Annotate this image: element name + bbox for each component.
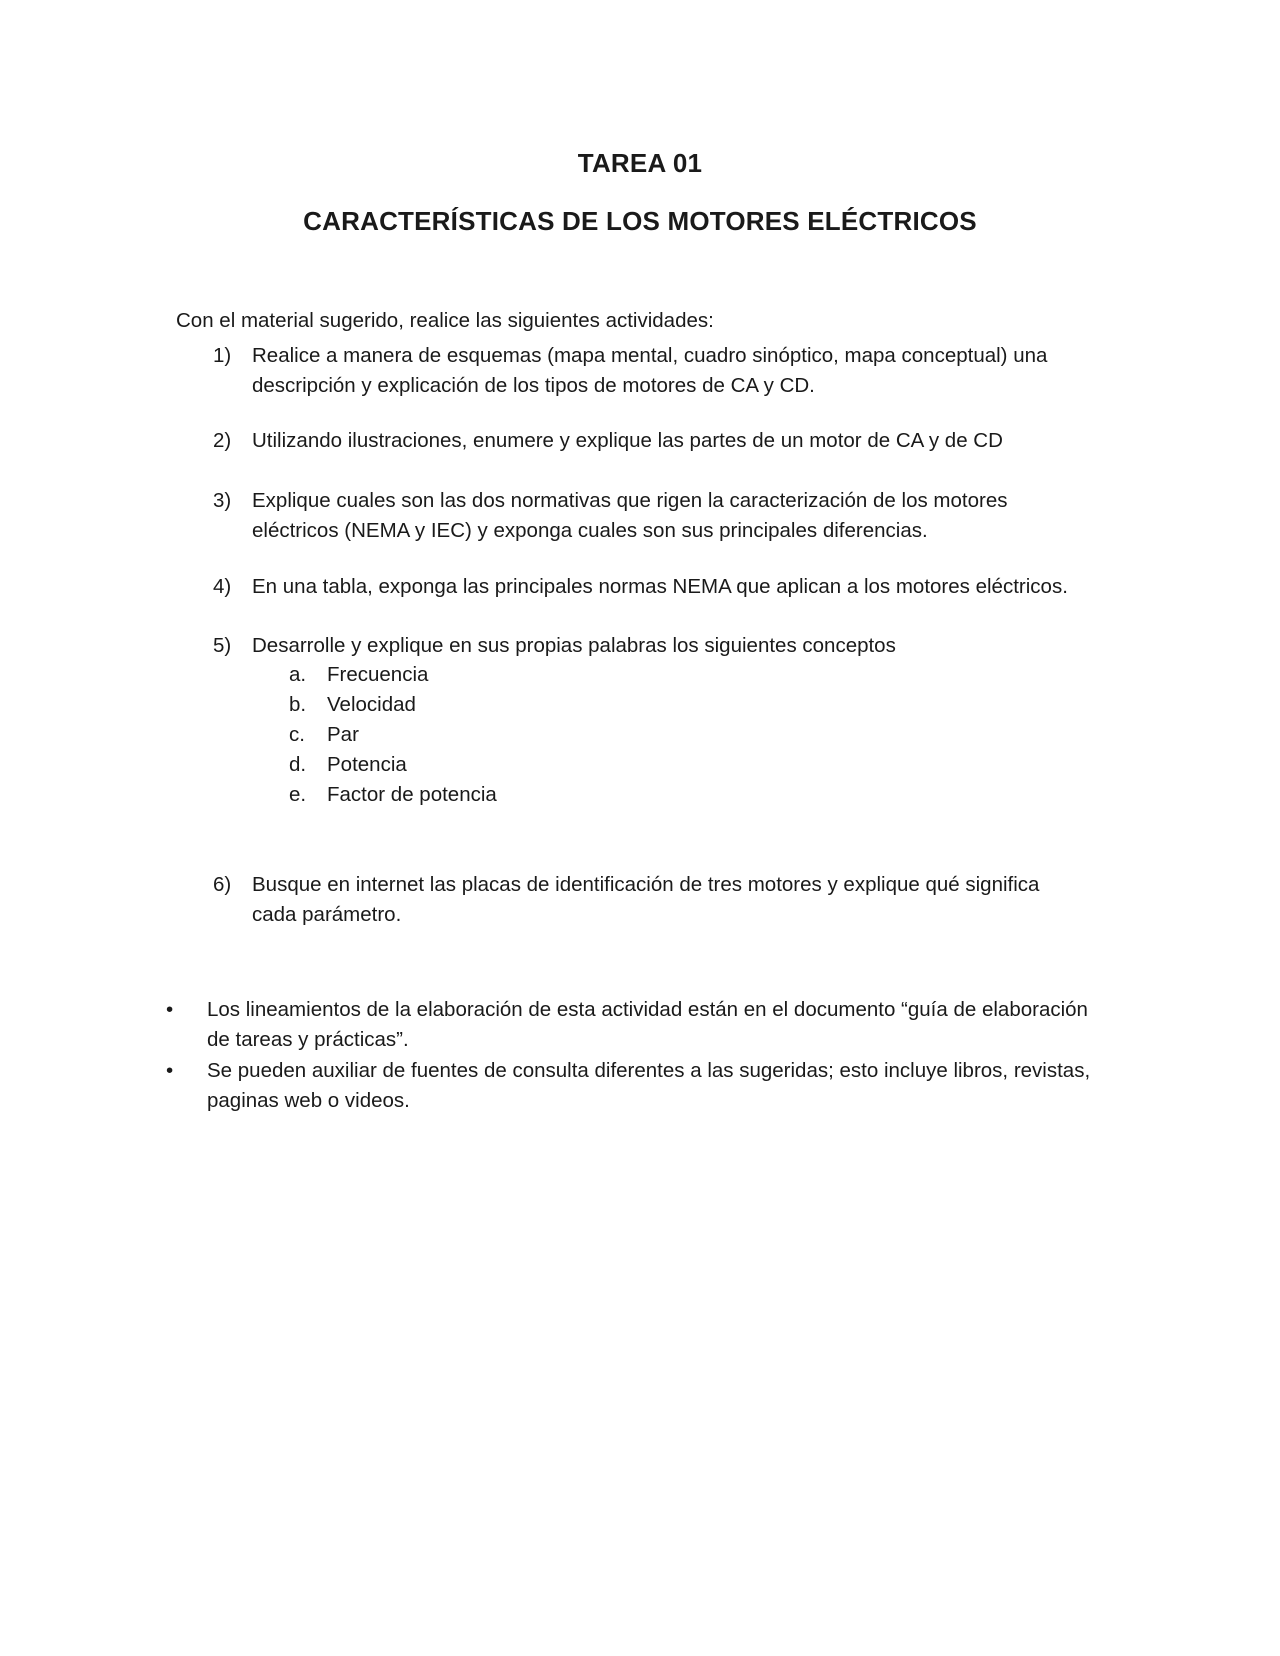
activity-line: En una tabla, exponga las principales normas NEMA que aplican a los motores eléctricos.	[252, 575, 1068, 598]
concept-text: Par	[327, 723, 359, 746]
activity-line: descripción y explicación de los tipos de motores de CA y CD.	[252, 374, 815, 397]
note-line: Los lineamientos de la elaboración de esta actividad están en el documento “guía de elaboración	[207, 998, 1088, 1021]
activity-text	[252, 631, 1092, 661]
concept-letter: d.	[289, 753, 307, 776]
activity-line: Realice a manera de esquemas (mapa mental, cuadro sinóptico, mapa conceptual) una	[252, 344, 1048, 367]
note-text	[207, 995, 1107, 1055]
activity-line: eléctricos (NEMA y IEC) y exponga cuales son sus principales diferencias.	[252, 519, 928, 542]
note-line: de tareas y prácticas”.	[207, 1028, 409, 1051]
document-title: TAREA 01	[577, 148, 703, 178]
activity-number: 5)	[213, 634, 232, 657]
concept-letter: b.	[289, 693, 307, 716]
activity-number: 6)	[213, 873, 232, 896]
activity-number: 4)	[213, 575, 232, 598]
note-text	[207, 1056, 1107, 1116]
activity-text	[252, 870, 1092, 930]
concept-letter: c.	[289, 723, 305, 746]
concept-text: Factor de potencia	[327, 783, 497, 806]
activity-number: 1)	[213, 344, 232, 367]
activity-line: cada parámetro.	[252, 903, 402, 926]
activity-number: 2)	[213, 429, 232, 452]
document-subtitle: CARACTERÍSTICAS DE LOS MOTORES ELÉCTRICOS	[303, 206, 977, 236]
activity-line: Desarrolle y explique en sus propias palabras los siguientes conceptos	[252, 634, 896, 657]
intro-text: Con el material sugerido, realice las siguientes actividades:	[176, 309, 714, 332]
activity-text	[252, 486, 1092, 546]
activity-text	[252, 572, 1092, 602]
bullet-icon: •	[166, 998, 174, 1021]
activity-line: Busque en internet las placas de identificación de tres motores y explique qué significa	[252, 873, 1040, 896]
bullet-icon: •	[166, 1059, 174, 1082]
activity-text	[252, 341, 1092, 401]
activity-number: 3)	[213, 489, 232, 512]
concept-text: Velocidad	[327, 693, 416, 716]
note-line: Se pueden auxiliar de fuentes de consulta diferentes a las sugeridas; esto incluye libros, revistas,	[207, 1059, 1091, 1082]
note-line: paginas web o videos.	[207, 1089, 410, 1112]
concept-text: Potencia	[327, 753, 407, 776]
activity-line: Utilizando ilustraciones, enumere y explique las partes de un motor de CA y de CD	[252, 429, 1003, 452]
activity-line: Explique cuales son las dos normativas que rigen la caracterización de los motores	[252, 489, 1008, 512]
concept-letter: e.	[289, 783, 307, 806]
concept-letter: a.	[289, 663, 307, 686]
concept-text: Frecuencia	[327, 663, 429, 686]
activity-text	[252, 426, 1092, 456]
